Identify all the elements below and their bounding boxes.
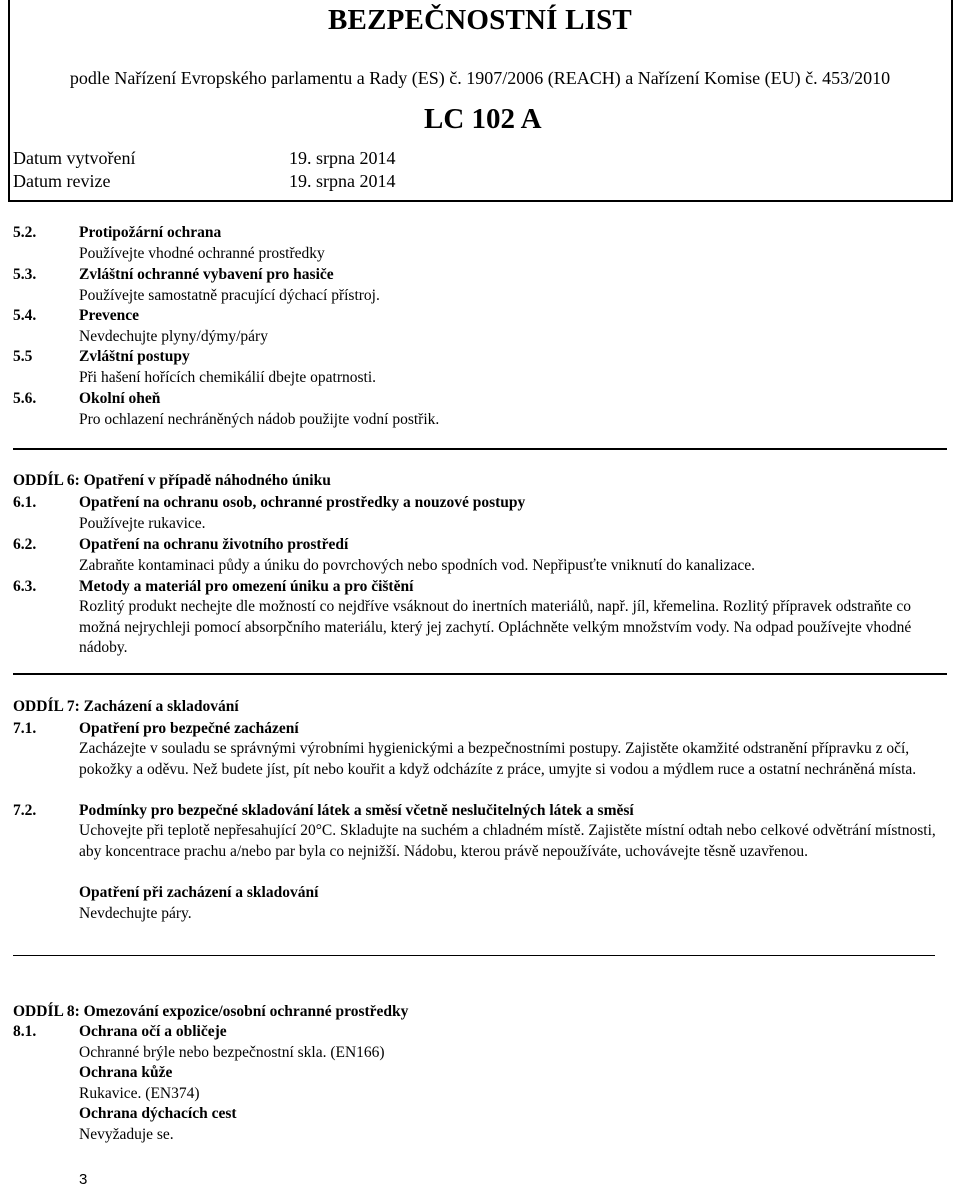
item-number: 6.3. — [13, 578, 37, 595]
item-heading: Ochrana dýchacích cest — [79, 1105, 237, 1122]
item-text: Používejte rukavice. — [79, 515, 206, 532]
item-heading: Opatření na ochranu životního prostředí — [79, 536, 349, 553]
document-title: BEZPEČNOSTNÍ LIST — [328, 4, 632, 36]
item-number: 5.5 — [13, 348, 33, 365]
item-text: Zacházejte v souladu se správnými výrobními hygienickými a bezpečnostními postupy. Zajistěte okamžité odstranění přípravku z očí, pokožky a oděvu. Než budete jíst, pít nebo kouřit a když odcházíte z práce, umyjte si vodou a mýdlem ruce a ostatní nechráněná místa. — [79, 740, 917, 778]
item-text: Rukavice. (EN374) — [79, 1085, 200, 1102]
item-number: 8.1. — [13, 1023, 37, 1040]
created-label: Datum vytvoření — [13, 148, 136, 168]
created-value: 19. srpna 2014 — [289, 148, 396, 168]
section-divider — [13, 955, 935, 956]
item-number: 5.2. — [13, 224, 37, 241]
section-title: ODDÍL 8: Omezování expozice/osobní ochranné prostředky — [13, 1003, 409, 1020]
section-title: ODDÍL 7: Zacházení a skladování — [13, 698, 239, 715]
item-text: Nevdechujte plyny/dýmy/páry — [79, 328, 268, 345]
page-number: 3 — [79, 1171, 88, 1188]
item-text: Při hašení hořících chemikálií dbejte opatrnosti. — [79, 369, 377, 386]
item-number: 7.1. — [13, 720, 37, 737]
revised-date-row — [13, 171, 396, 192]
item-number: 5.3. — [13, 266, 37, 283]
item-heading: Prevence — [79, 307, 139, 324]
sub-heading: Opatření při zacházení a skladování — [79, 884, 319, 901]
section-divider — [13, 448, 947, 450]
item-text: Uchovejte při teplotě nepřesahující 20°C. Skladujte na suchém a chladném místě. Zajistěte místní odtah nebo celkové odvětrání místnosti, aby koncentrace prachu a/nebo par byla co nejnižší. Nádobu, kterou právě nepoužíváte, uchovávejte těsně uzavřenou. — [79, 822, 936, 860]
item-heading: Opatření na ochranu osob, ochranné prostředky a nouzové postupy — [79, 494, 526, 511]
created-date-row — [13, 148, 396, 169]
regulation-line: podle Nařízení Evropského parlamentu a Rady (ES) č. 1907/2006 (REACH) a Nařízení Komise (EU) č. 453/2010 — [69, 68, 891, 88]
item-heading: Ochrana očí a obličeje — [79, 1023, 227, 1040]
revised-value: 19. srpna 2014 — [289, 171, 396, 191]
item-text: Používejte samostatně pracující dýchací přístroj. — [79, 287, 380, 304]
section-divider — [13, 673, 947, 675]
item-text: Rozlitý produkt nechejte dle možností co nejdříve vsáknout do inertních materiálů, např. jíl, křemelina. Rozlitý přípravek odstraňte co možná nejrychleji pomocí absorpčního materiálu, který jej zachytí. Opláchněte velkým množstvím vody. Na odpad používejte vhodné nádoby. — [79, 598, 912, 656]
item-number: 7.2. — [13, 802, 37, 819]
item-text: Pro ochlazení nechráněných nádob použijte vodní postřik. — [79, 411, 440, 428]
product-code: LC 102 A — [424, 103, 542, 135]
sub-text: Nevdechujte páry. — [79, 905, 192, 922]
item-number: 5.4. — [13, 307, 37, 324]
section-title: ODDÍL 6: Opatření v případě náhodného úniku — [13, 472, 331, 489]
item-heading: Metody a materiál pro omezení úniku a pro čištění — [79, 578, 414, 595]
item-number: 6.1. — [13, 494, 37, 511]
item-text: Zabraňte kontaminaci půdy a úniku do povrchových nebo spodních vod. Nepřipusťte vniknutí do kanalizace. — [79, 557, 755, 574]
item-text: Používejte vhodné ochranné prostředky — [79, 245, 325, 262]
item-heading: Zvláštní ochranné vybavení pro hasiče — [79, 266, 334, 283]
item-text: Ochranné brýle nebo bezpečnostní skla. (EN166) — [79, 1044, 385, 1061]
item-heading: Podmínky pro bezpečné skladování látek a směsí včetně neslučitelných látek a směsí — [79, 802, 634, 819]
item-heading: Zvláštní postupy — [79, 348, 190, 365]
item-heading: Okolní oheň — [79, 390, 161, 407]
item-text: Nevyžaduje se. — [79, 1126, 174, 1143]
item-heading: Opatření pro bezpečné zacházení — [79, 720, 299, 737]
revised-label: Datum revize — [13, 171, 111, 191]
item-number: 5.6. — [13, 390, 37, 407]
item-heading: Protipožární ochrana — [79, 224, 222, 241]
item-number: 6.2. — [13, 536, 37, 553]
item-heading: Ochrana kůže — [79, 1064, 173, 1081]
